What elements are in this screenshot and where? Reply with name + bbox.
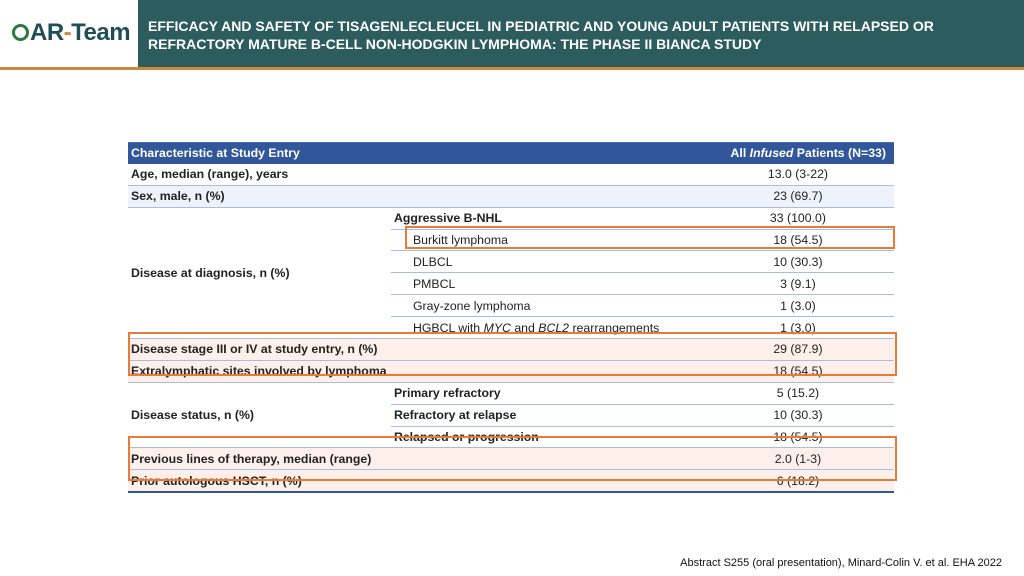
row-value: 5 (15.2)	[702, 382, 894, 404]
row-value: 13.0 (3-22)	[702, 164, 894, 185]
row-label: Previous lines of therapy, median (range)	[128, 448, 702, 470]
table-row	[128, 164, 894, 185]
citation: Abstract S255 (oral presentation), Minard-Colin V. et al. EHA 2022	[680, 557, 1002, 569]
row-label: Age, median (range), years	[128, 164, 702, 185]
car-team-logo: AR-Team	[12, 19, 130, 47]
table-row	[128, 360, 894, 382]
table-header-row	[128, 143, 894, 164]
row-label: Extralymphatic sites involved by lymphoma	[128, 360, 702, 382]
row-sublabel: Refractory at relapse	[391, 404, 702, 426]
row-value: 33 (100.0)	[702, 207, 894, 229]
row-sublabel: Gray-zone lymphoma	[391, 295, 702, 317]
row-value: 18 (54.5)	[702, 360, 894, 382]
row-value: 10 (30.3)	[702, 251, 894, 273]
table-row	[128, 207, 894, 229]
row-group-label: Disease status, n (%)	[128, 382, 391, 448]
row-label: Sex, male, n (%)	[128, 185, 702, 207]
header-characteristic: Characteristic at Study Entry	[128, 143, 702, 164]
row-value: 18 (54.5)	[702, 426, 894, 448]
row-value: 6 (18.2)	[702, 470, 894, 492]
slide-title: EFFICACY AND SAFETY OF TISAGENLECLEUCEL IN PEDIATRIC AND YOUNG ADULT PATIENTS WITH RELAPSED OR REFRACTORY MATURE B-CELL NON-HODGKIN LYMPHOMA: THE PHASE II BIANCA STUDY	[148, 18, 934, 52]
row-value: 18 (54.5)	[702, 229, 894, 251]
row-sublabel: HGBCL with MYC and BCL2 rearrangements	[391, 317, 702, 339]
characteristics-table	[128, 142, 894, 493]
table-row	[128, 448, 894, 470]
logo-container	[0, 0, 138, 67]
table-row	[128, 185, 894, 207]
row-sublabel: Primary refractory	[391, 382, 702, 404]
row-value: 1 (3.0)	[702, 317, 894, 339]
row-label: Prior autologous HSCT, n (%)	[128, 470, 702, 492]
row-sublabel: PMBCL	[391, 273, 702, 295]
row-value: 23 (69.7)	[702, 185, 894, 207]
table-row	[128, 470, 894, 492]
slide-header	[0, 0, 1024, 70]
row-value: 1 (3.0)	[702, 295, 894, 317]
table-row	[128, 339, 894, 361]
row-value: 3 (9.1)	[702, 273, 894, 295]
row-group-label: Disease at diagnosis, n (%)	[128, 207, 391, 338]
row-sublabel: Burkitt lymphoma	[391, 229, 702, 251]
row-value: 2.0 (1-3)	[702, 448, 894, 470]
row-label: Disease stage III or IV at study entry, n (%)	[128, 339, 702, 361]
row-sublabel: Relapsed or progression	[391, 426, 702, 448]
table-row	[128, 382, 894, 404]
row-sublabel: DLBCL	[391, 251, 702, 273]
logo-ring-icon	[12, 24, 29, 41]
row-value: 29 (87.9)	[702, 339, 894, 361]
row-value: 10 (30.3)	[702, 404, 894, 426]
row-sublabel: Aggressive B-NHL	[391, 207, 702, 229]
header-patients: All Infused Patients (N=33)	[702, 143, 894, 164]
